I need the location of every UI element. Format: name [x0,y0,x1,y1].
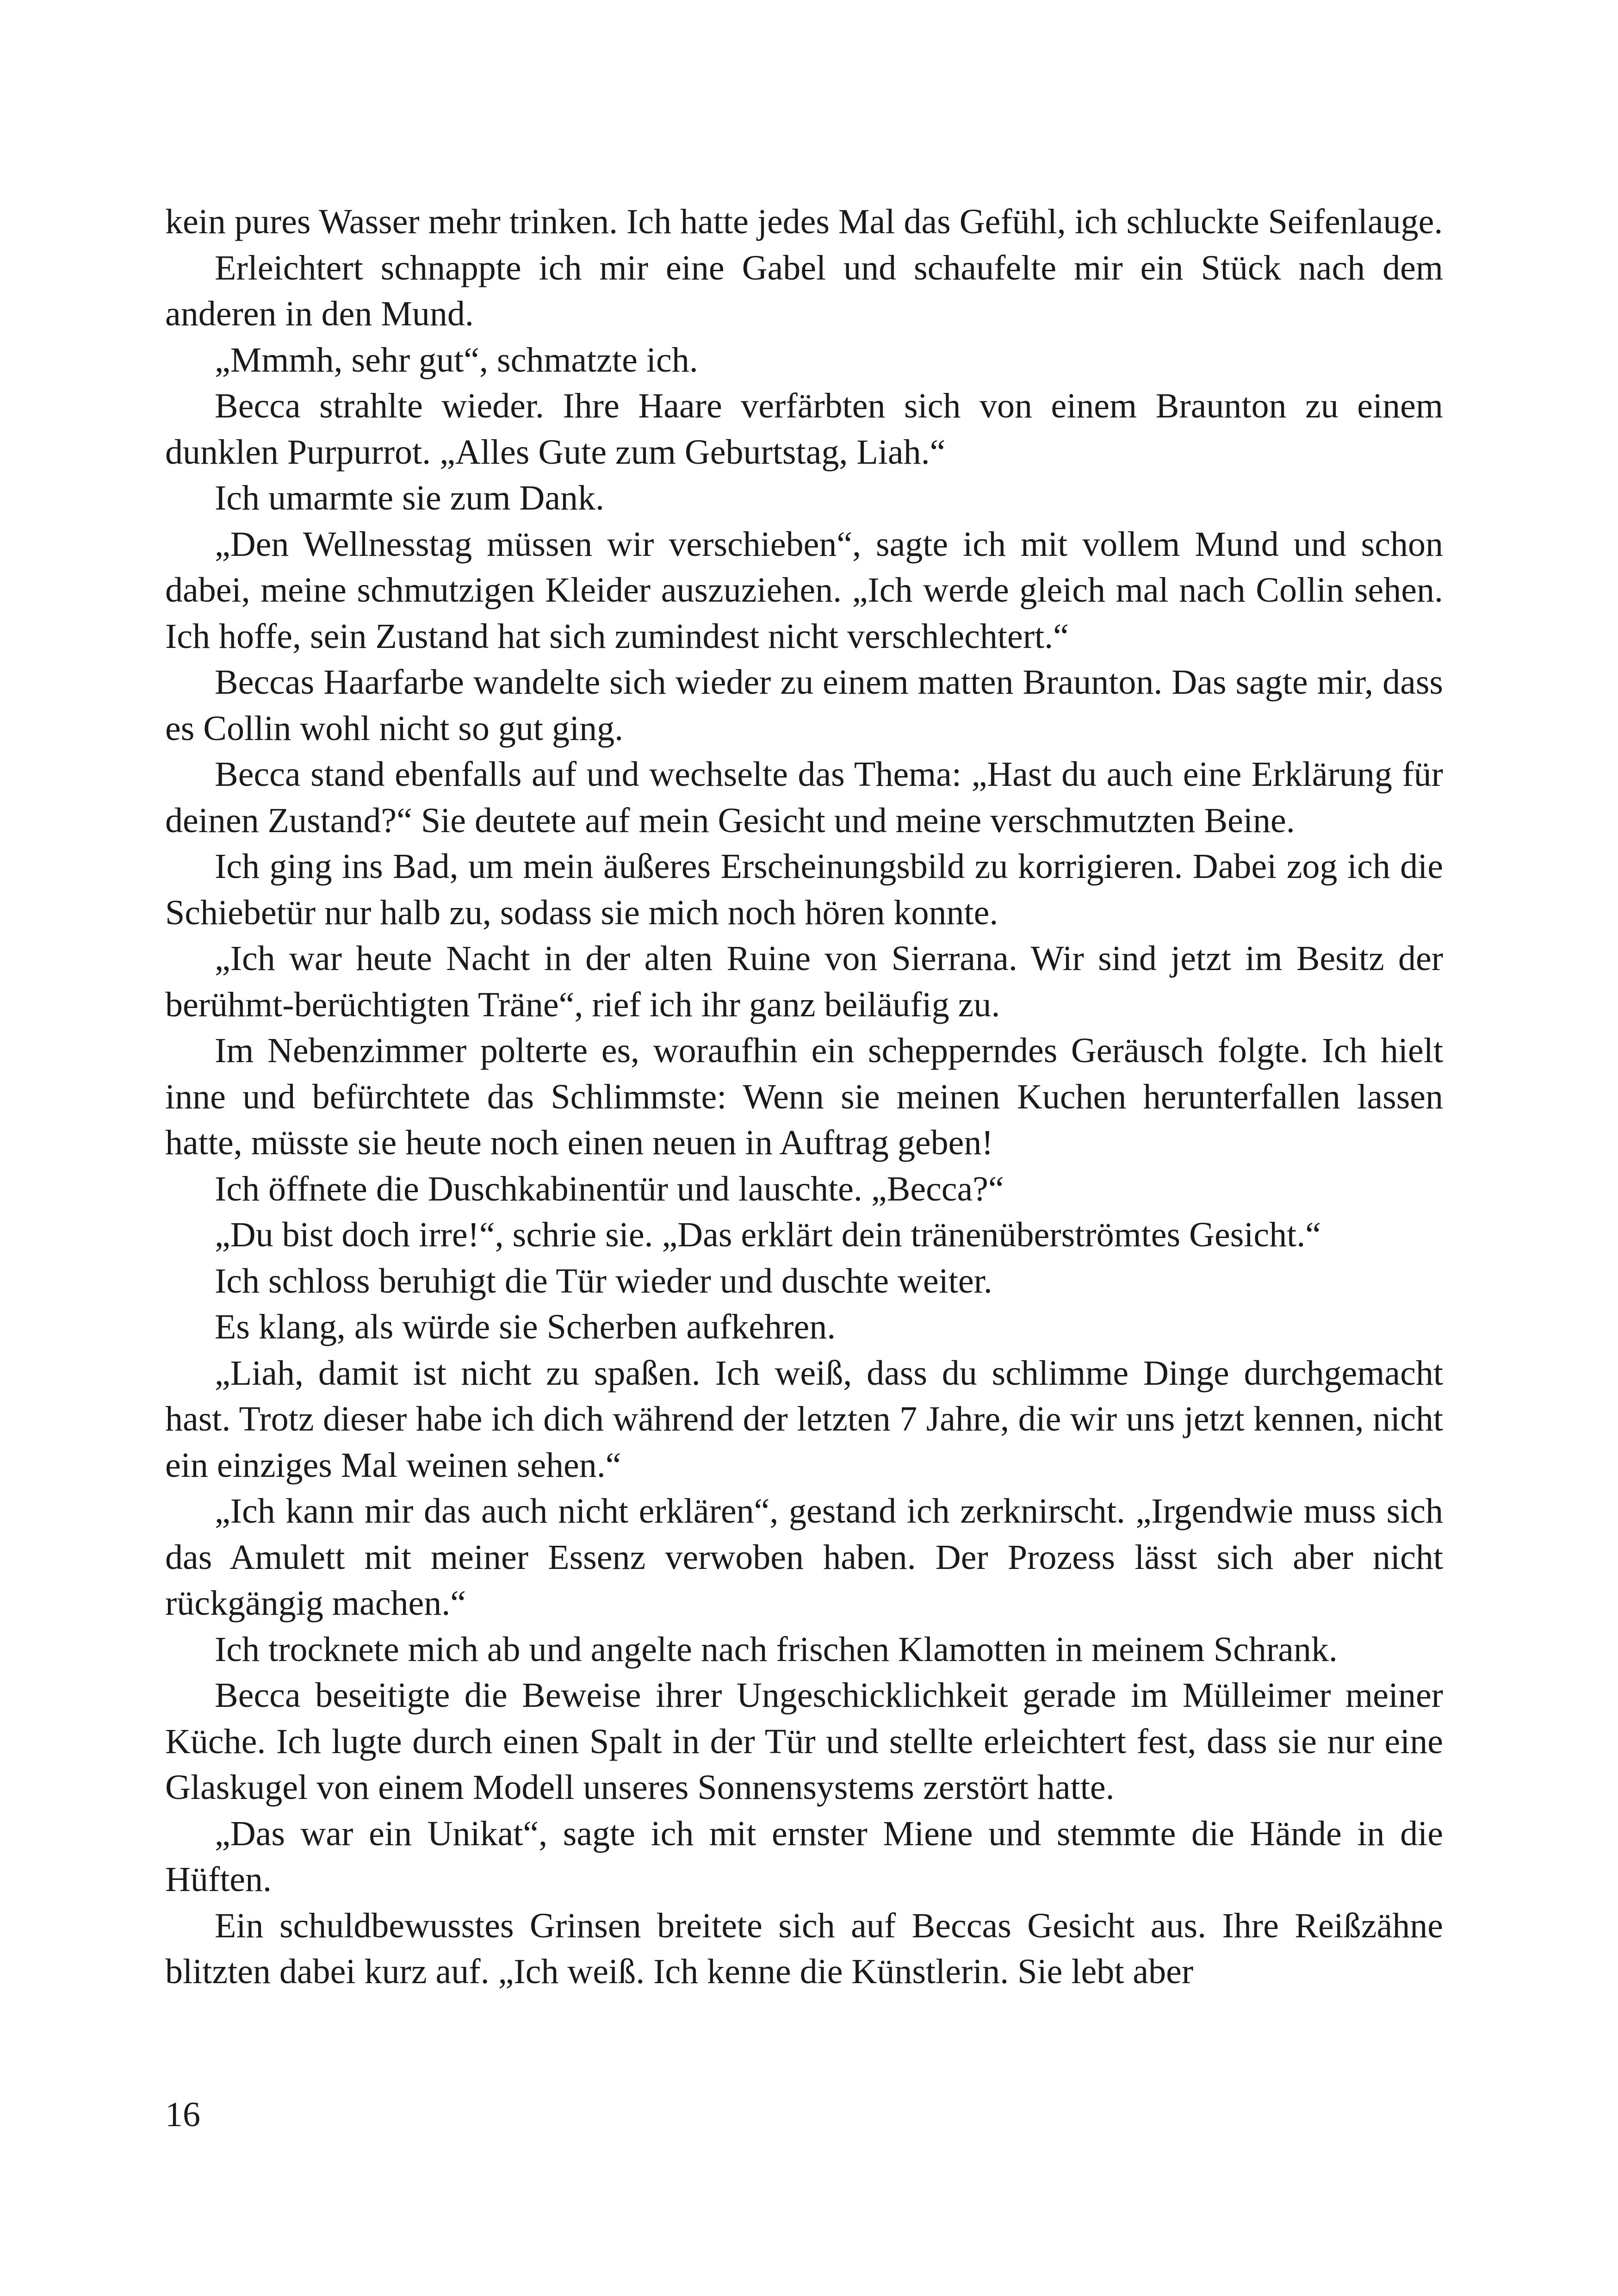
paragraph: „Ich war heute Nacht in der alten Ruine von Sierrana. Wir sind jetzt im Besitz der berühmt-berüchtigten Träne“, rief ich ihr ganz beiläufig zu. [165,939,1443,1024]
page-number: 16 [165,2095,200,2134]
paragraph: Ein schuldbewusstes Grinsen breitete sich auf Beccas Gesicht aus. Ihre Reißzähne blitzten dabei kurz auf. „Ich weiß. Ich kenne die Künstlerin. Sie lebt aber [165,1906,1443,1991]
paragraph: Beccas Haarfarbe wandelte sich wieder zu einem matten Braunton. Das sagte mir, dass es Collin wohl nicht so gut ging. [165,663,1443,748]
paragraph: Becca stand ebenfalls auf und wechselte das Thema: „Hast du auch eine Erklärung für deinen Zustand?“ Sie deutete auf mein Gesicht und meine verschmutzten Beine. [165,755,1443,840]
paragraph: Im Nebenzimmer polterte es, woraufhin ein schepperndes Geräusch folgte. Ich hielt inne und befürchtete das Schlimmste: Wenn sie meinen Kuchen herunterfallen lassen hatte, müsste sie heute noch einen neuen in Auftrag geben! [165,1031,1443,1162]
paragraph: Becca strahlte wieder. Ihre Haare verfärbten sich von einem Braunton zu einem dunklen Purpurrot. „Alles Gute zum Geburtstag, Liah.“ [165,386,1443,472]
paragraph: Es klang, als würde sie Scherben aufkehren. [215,1307,836,1346]
body-text [165,199,1443,1995]
paragraph: Ich umarmte sie zum Dank. [215,479,605,517]
paragraph: Ich öffnete die Duschkabinentür und lauschte. „Becca?“ [215,1169,1004,1208]
paragraph: Erleichtert schnappte ich mir eine Gabel und schaufelte mir ein Stück nach dem anderen in den Mund. [165,248,1443,333]
paragraph: „Liah, damit ist nicht zu spaßen. Ich weiß, dass du schlimme Dinge durchgemacht hast. Trotz dieser habe ich dich während der letzten 7 Jahre, die wir uns jetzt kennen, nicht ein einziges Mal weinen sehen.“ [165,1353,1443,1485]
paragraph: Ich schloss beruhigt die Tür wieder und duschte weiter. [215,1261,992,1300]
paragraph: „Du bist doch irre!“, schrie sie. „Das erklärt dein tränenüberströmtes Gesicht.“ [215,1215,1321,1254]
paragraph: Ich trocknete mich ab und angelte nach frischen Klamotten in meinem Schrank. [215,1630,1338,1669]
paragraph: Becca beseitigte die Beweise ihrer Ungeschicklichkeit gerade im Mülleimer meiner Küche. Ich lugte durch einen Spalt in der Tür und stellte erleichtert fest, dass sie nur eine Glaskugel von einem Modell unseres Sonnensystems zerstört hatte. [165,1676,1443,1807]
paragraph: Ich ging ins Bad, um mein äußeres Erscheinungsbild zu korrigieren. Dabei zog ich die Schiebetür nur halb zu, sodass sie mich noch hören konnte. [165,847,1443,932]
paragraph: „Mmmh, sehr gut“, schmatzte ich. [215,340,698,380]
paragraph: „Den Wellnesstag müssen wir verschieben“, sagte ich mit vollem Mund und schon dabei, meine schmutzigen Kleider auszuziehen. „Ich werde gleich mal nach Collin sehen. Ich hoffe, sein Zustand hat sich zumindest nicht verschlechtert.“ [165,524,1443,656]
paragraph: kein pures Wasser mehr trinken. Ich hatte jedes Mal das Gefühl, ich schluckte Seifenlauge. [165,202,1443,241]
paragraph: „Ich kann mir das auch nicht erklären“, gestand ich zerknirscht. „Irgendwie muss sich das Amulett mit meiner Essenz verwoben haben. Der Prozess lässt sich aber nicht rückgängig machen.“ [165,1492,1443,1623]
paragraph: „Das war ein Unikat“, sagte ich mit ernster Miene und stemmte die Hände in die Hüften. [165,1814,1443,1899]
